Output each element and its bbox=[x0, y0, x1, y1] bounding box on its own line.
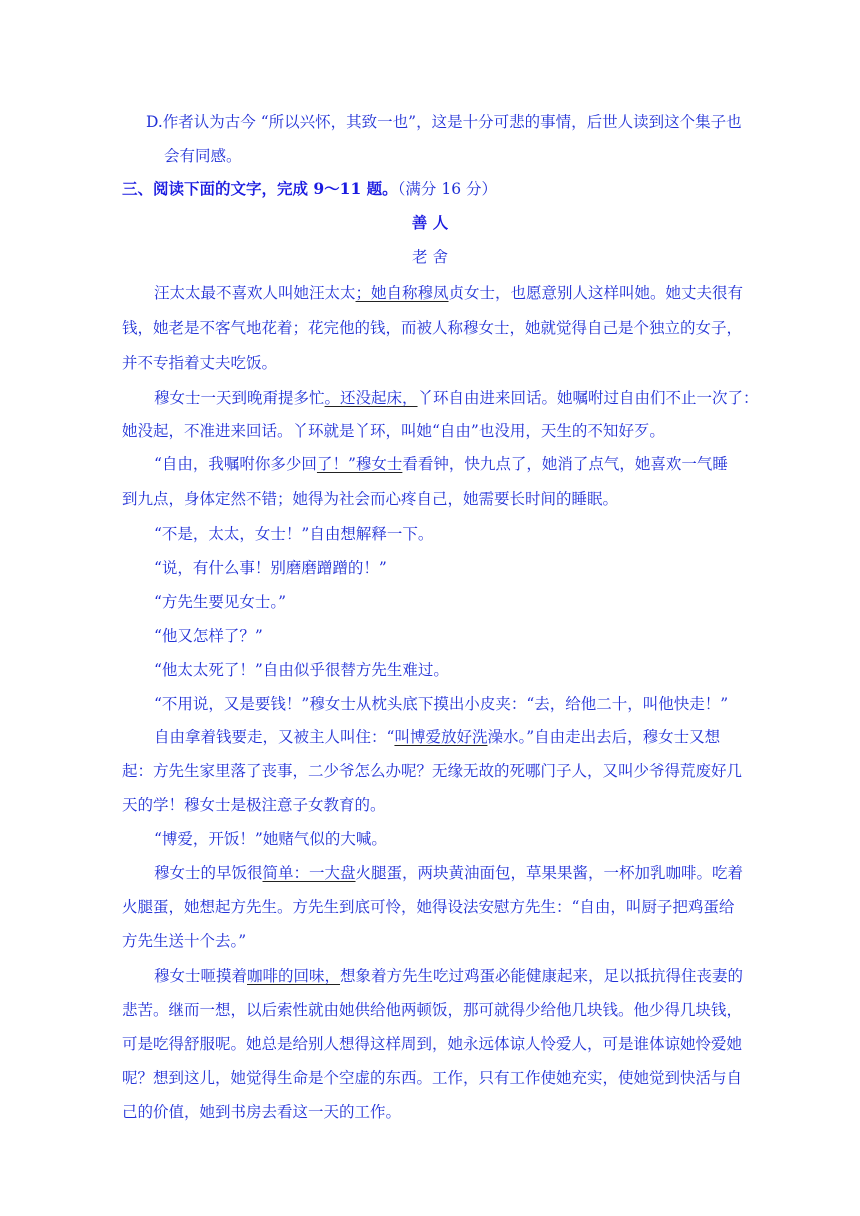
underlined-text: 了！”穆女士 bbox=[316, 455, 403, 473]
paragraph-6-line-5: 己的价值，她到书房去看这一天的工作。 bbox=[122, 1103, 402, 1121]
dialogue-line: “不用说，又是要钱！”穆女士从枕头底下摸出小皮夹：“去，给他二十，叫他快走！” bbox=[154, 695, 729, 713]
paragraph-3-line-1 bbox=[154, 454, 728, 474]
paragraph-6-line-3: 可是吃得舒服呢。她总是给别人想得这样周到，她永远体谅人怜爱人，可是谁体谅她怜爱她 bbox=[122, 1035, 743, 1053]
option-d-line-1: D.作者认为古今 “所以兴怀，其致一也”，这是十分可悲的事情，后世人读到这个集子也 bbox=[146, 113, 742, 131]
paragraph-5-line-1 bbox=[154, 863, 743, 883]
paragraph-1-line-2: 钱，她老是不客气地花着；花完他的钱，而被人称穆女士，她就觉得自己是个独立的女子， bbox=[122, 319, 743, 337]
text-run: “自由，我嘱咐你多少回 bbox=[154, 455, 317, 473]
section-heading bbox=[122, 179, 497, 199]
dialogue-line: “他又怎样了？” bbox=[154, 627, 263, 645]
text-run: 想象着方先生吃过鸡蛋必能健康起来，足以抵抗得住丧妻的 bbox=[340, 967, 744, 985]
article-author: 老 舍 bbox=[412, 248, 448, 266]
text-run: 穆女士的早饭很 bbox=[154, 864, 263, 882]
dialogue-line: “不是，太太，女士！”自由想解释一下。 bbox=[154, 525, 434, 543]
paragraph-1-line-1 bbox=[154, 283, 743, 303]
paragraph-4-line-1 bbox=[154, 727, 720, 747]
text-run: 澡水。”自由走出去后，穆女士又想 bbox=[487, 728, 721, 746]
paragraph-4-line-2: 起：方先生家里落了丧事，二少爷怎么办呢？无缘无故的死哪门子人，又叫少爷得荒废好几 bbox=[122, 762, 743, 780]
paragraph-3-line-2: 到九点，身体定然不错；她得为社会而心疼自己，她需要长时间的睡眠。 bbox=[122, 490, 619, 508]
text-run: 汪太太最不喜欢人叫她汪太太 bbox=[154, 284, 356, 302]
underlined-text: 。还没起床， bbox=[324, 389, 418, 407]
paragraph-5-line-2: 火腿蛋，她想起方先生。方先生到底可怜，她得设法安慰方先生：“自由，叫厨子把鸡蛋给 bbox=[122, 898, 735, 916]
underlined-text: 简单：一大盘 bbox=[262, 864, 356, 882]
paragraph-4-line-3: 天的学！穆女士是极注意子女教育的。 bbox=[122, 796, 386, 814]
article-title: 善 人 bbox=[411, 213, 449, 232]
underlined-text: ；她自称穆凤 bbox=[355, 284, 449, 302]
text-run: 穆女士一天到晚甭提多忙 bbox=[154, 389, 325, 407]
text-run: 贞女士，也愿意别人这样叫她。她丈夫很有 bbox=[448, 284, 744, 302]
dialogue-line: “博爱，开饭！”她赌气似的大喊。 bbox=[154, 830, 387, 848]
section-score: （满分 16 分） bbox=[397, 180, 497, 198]
option-d-line-2: 会有同感。 bbox=[164, 147, 242, 165]
dialogue-line: “方先生要见女士。” bbox=[154, 593, 287, 611]
paragraph-1-line-3: 并不专指着丈夫吃饭。 bbox=[122, 354, 278, 372]
paragraph-2-line-1 bbox=[154, 388, 759, 408]
text-run: 丫环自由进来回话。她嘱咐过自由们不止一次了： bbox=[417, 389, 759, 407]
underlined-text: 咖啡的回味， bbox=[247, 967, 341, 985]
text-run: 看看钟，快九点了，她消了点气，她喜欢一气睡 bbox=[402, 455, 728, 473]
paragraph-2-line-2: 她没起，不准进来回话。丫环就是丫环，叫她“自由”也没用，天生的不知好歹。 bbox=[122, 422, 665, 440]
paragraph-6-line-2: 悲苦。继而一想，以后索性就由她供给他两顿饭，那可就得少给他几块钱。他少得几块钱， bbox=[122, 1001, 743, 1019]
section-heading-text: 三、阅读下面的文字，完成 9～11 题。 bbox=[122, 179, 398, 198]
underlined-text: 叫博爱放好洗 bbox=[394, 728, 488, 746]
paragraph-5-line-3: 方先生送十个去。” bbox=[122, 932, 247, 950]
text-run: 火腿蛋，两块黄油面包，草果果酱，一杯加乳咖啡。吃着 bbox=[355, 864, 744, 882]
paragraph-6-line-1 bbox=[154, 966, 743, 986]
paragraph-6-line-4: 呢？想到这儿，她觉得生命是个空虚的东西。工作，只有工作使她充实，使她觉到快活与自 bbox=[122, 1069, 743, 1087]
dialogue-line: “说，有什么事！别磨磨蹭蹭的！” bbox=[154, 559, 387, 577]
text-run: 穆女士咂摸着 bbox=[154, 967, 248, 985]
text-run: 自由拿着钱要走，又被主人叫住：“ bbox=[154, 728, 395, 746]
dialogue-line: “他太太死了！”自由似乎很替方先生难过。 bbox=[154, 661, 449, 679]
